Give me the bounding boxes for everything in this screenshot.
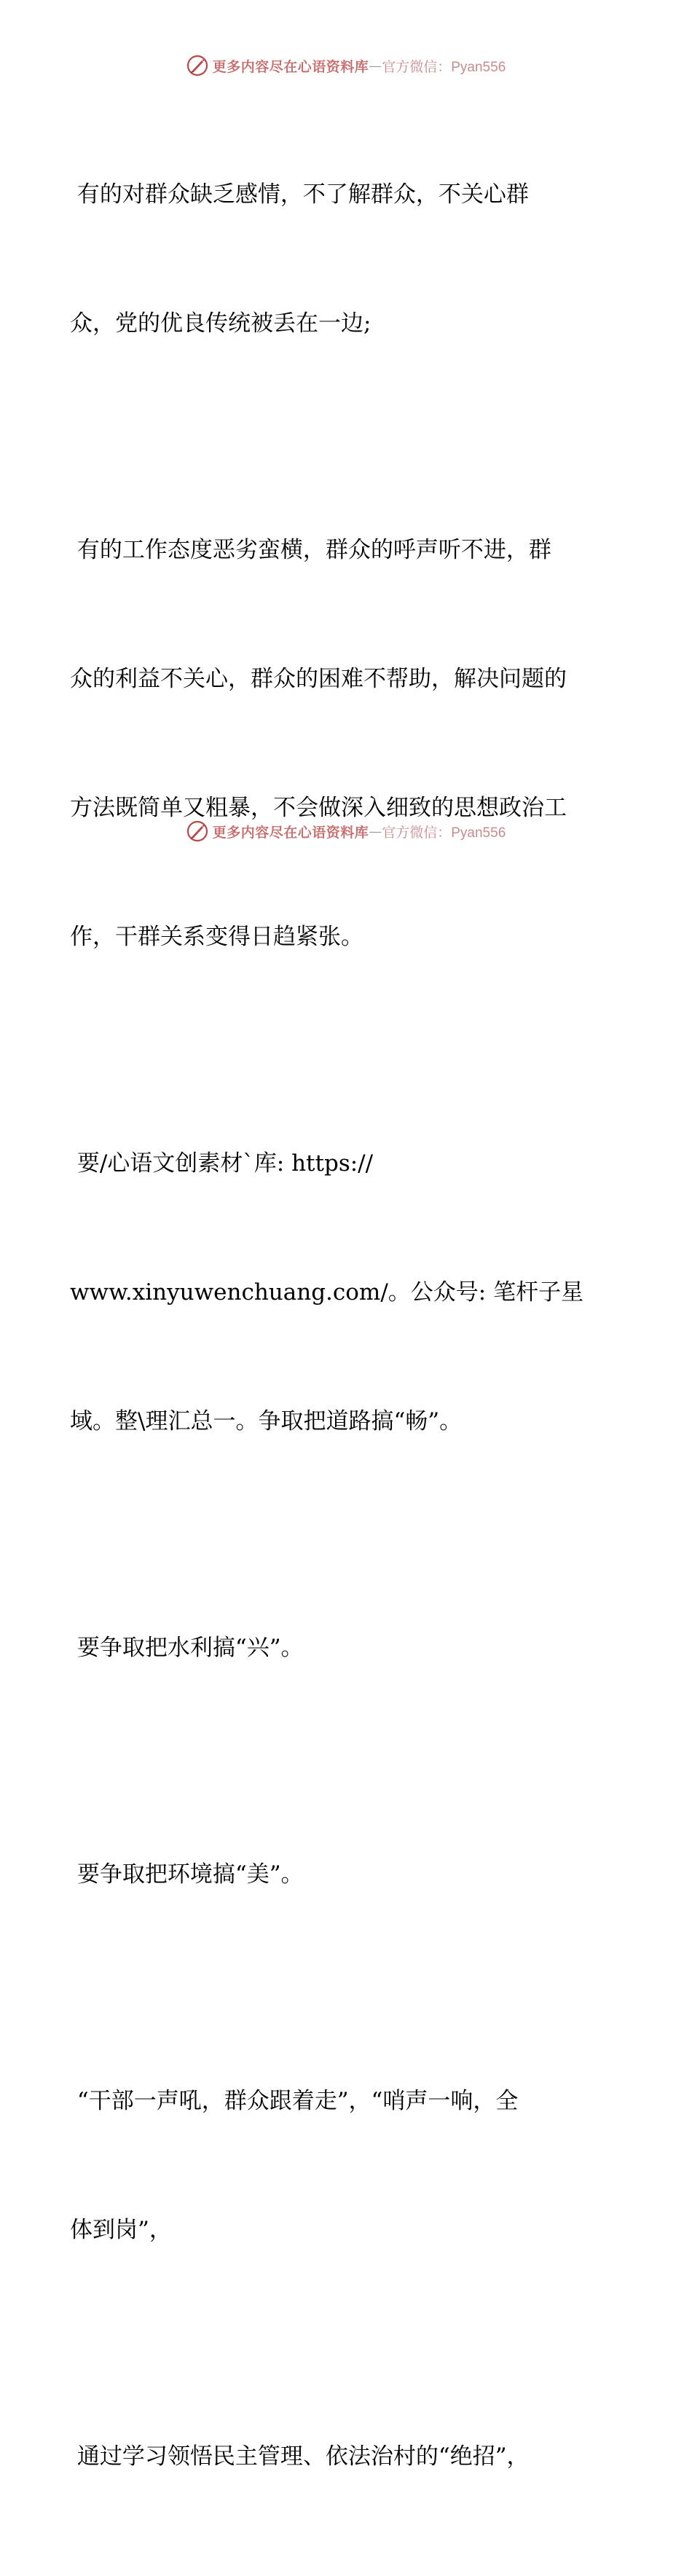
paragraph [70, 87, 638, 431]
quill-pen-logo-icon [186, 55, 208, 76]
footer-watermark-banner [0, 817, 692, 846]
text-line: 作，干群关系变得日趋紧张。 [70, 924, 363, 950]
banner-separator: — [369, 823, 382, 839]
text-line: 方法既简单又粗暴，不会做深入细致的思想政治工 [70, 795, 567, 821]
text-line: 体到岗”， [70, 2217, 172, 2243]
text-line: 域。整\理汇总一。争取把道路搞“畅”。 [70, 1408, 463, 1434]
text-line: 众，党的优良传统被丢在一边; [70, 310, 371, 337]
document-body [70, 87, 638, 2576]
paragraph [70, 2349, 638, 2564]
text-line: 通过学习领悟民主管理、依法治村的“绝招”， [70, 2443, 530, 2470]
quill-pen-logo-icon [186, 820, 208, 842]
paragraph [70, 1994, 638, 2338]
text-line: 要/心语文创素材`库: https:// [70, 1150, 374, 1177]
banner-contact-text: 官方微信：Pyan556 [382, 825, 506, 841]
text-line: 要争取把水利搞“兴”。 [70, 1635, 304, 1661]
banner-contact-text: 官方微信：Pyan556 [382, 59, 506, 75]
text-line: 众的利益不关心，群众的困难不帮助，解决问题的 [70, 666, 567, 692]
header-watermark-banner [0, 51, 692, 80]
paragraph [70, 1541, 638, 1756]
paragraph [70, 1767, 638, 1982]
text-line: “干部一声吼，群众跟着走”，“哨声一响，全 [70, 2088, 519, 2114]
text-line: www.xinyuwenchuang.com/。公众号: 笔杆子星 [70, 1279, 584, 1305]
banner-separator: — [369, 58, 382, 74]
text-line: 要争取把环境搞“美”。 [70, 1861, 304, 1888]
banner-brand-text: 更多内容尽在心语资料库 [212, 58, 369, 75]
text-line: 有的工作态度恶劣蛮横，群众的呼声听不进，群 [70, 537, 551, 563]
paragraph [70, 1056, 638, 1529]
text-line: 有的对群众缺乏感情，不了解群众，不关心群 [70, 181, 529, 208]
paragraph [70, 443, 638, 1045]
banner-brand-text: 更多内容尽在心语资料库 [212, 824, 369, 841]
